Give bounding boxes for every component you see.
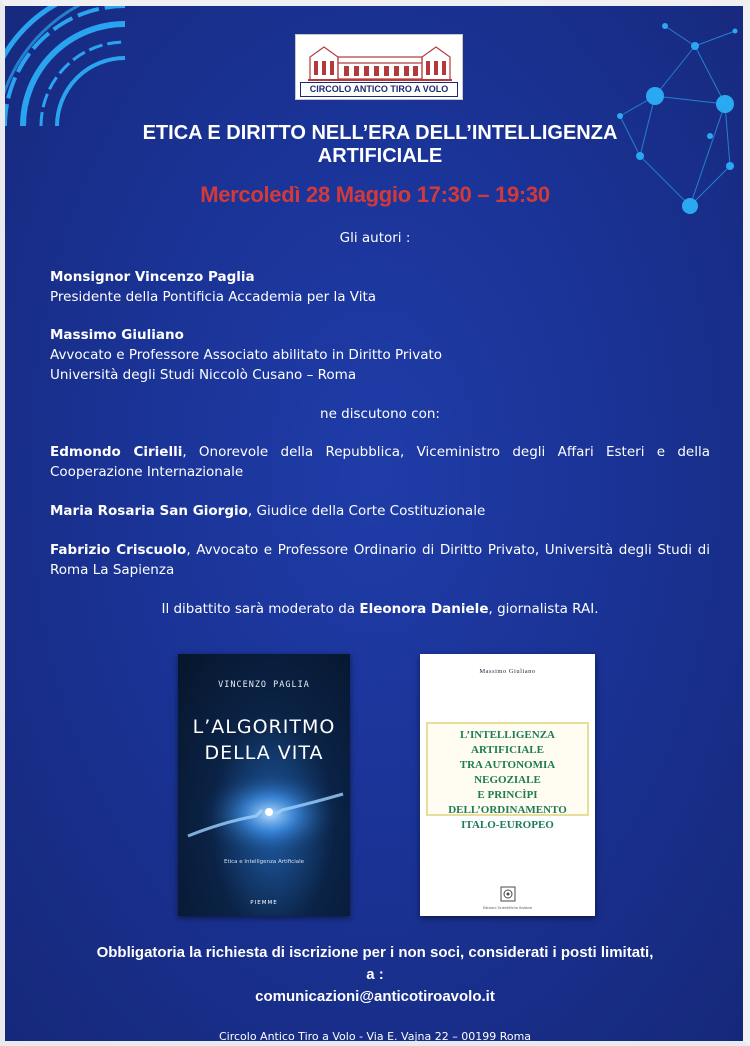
book-title-line2: DELLA VITA (204, 742, 324, 764)
circolo-logo (295, 34, 463, 100)
discussant-name: Edmondo Cirielli (50, 444, 183, 460)
book-title-line1: L’ALGORITMO (192, 716, 336, 738)
book-publisher: Edizioni Scientifiche Italiane (482, 906, 533, 910)
book-title-line: DELL’ORDINAMENTO (448, 804, 567, 816)
book-title-line: L’INTELLIGENZA ARTIFICIALE (460, 729, 555, 756)
authors-heading: Gli autori : (339, 230, 411, 246)
logo-caption: CIRCOLO ANTICO TIRO A VOLO (300, 82, 458, 97)
author-giuliano (50, 325, 710, 385)
address-footer: Circolo Antico Tiro a Volo - Via E. Vajna 22 – 00199 Roma (218, 1030, 532, 1043)
moderator-name: Eleonora Daniele (359, 601, 489, 617)
author-name: Massimo Giuliano (50, 327, 184, 343)
discussant-desc: , Giudice della Corte Costituzionale (247, 503, 486, 519)
discussant-desc: , Avvocato e Professore Ordinario di Diritto Privato, Università degli Studi di Roma La Sapienza (50, 542, 711, 578)
registration-notice (5, 942, 745, 1008)
event-title (105, 122, 655, 168)
discussant-criscuolo (50, 540, 710, 580)
book-cover-giuliano (420, 654, 595, 916)
moderator-line (5, 599, 750, 619)
building-icon (302, 39, 458, 83)
registration-line2: a : (366, 966, 384, 983)
discussants-heading: ne discutono con: (320, 406, 440, 422)
hands-glow-icon (178, 654, 350, 916)
book-title (428, 728, 587, 833)
discussant-name: Maria Rosaria San Giorgio (50, 503, 248, 519)
book-publisher: PIEMME (250, 900, 278, 906)
author-paglia (50, 267, 710, 307)
event-title-line2: ARTIFICIALE (317, 145, 443, 167)
author-role: Avvocato e Professore Associato abilitato in Diritto Privato (50, 347, 443, 363)
author-affiliation: Università degli Studi Niccolò Cusano – Roma (50, 367, 357, 383)
book-title-line: E PRINCÌPI (477, 789, 538, 801)
publisher-emblem-icon (500, 886, 516, 902)
event-title-line1: ETICA E DIRITTO NELL’ERA DELL’INTELLIGENZA (142, 122, 618, 144)
book-title-frame (426, 722, 589, 831)
book-title (178, 714, 350, 766)
author-role: Presidente della Pontificia Accademia per la Vita (50, 289, 377, 305)
book-cover-paglia (178, 654, 350, 916)
moderator-prefix: Il dibattito sarà moderato da (161, 601, 360, 617)
author-name: Monsignor Vincenzo Paglia (50, 269, 255, 285)
book-subtitle: Etica e Intelligenza Artificiale (223, 859, 305, 865)
book-author: VINCENZO PAGLIA (218, 680, 310, 690)
moderator-suffix: , giornalista RAI. (488, 601, 599, 617)
registration-email: comunicazioni@anticotiroavolo.it (255, 988, 495, 1005)
discussant-desc: , Onorevole della Repubblica, Viceministro degli Affari Esteri e della Cooperazione Internazionale (50, 444, 710, 480)
book-title-line: ITALO-EUROPEO (461, 819, 554, 831)
registration-line1: Obbligatoria la richiesta di iscrizione per i non soci, considerati i posti limitati, (96, 944, 654, 961)
discussant-name: Fabrizio Criscuolo (50, 542, 187, 558)
discussant-cirielli (50, 442, 710, 482)
book-title-line: TRA AUTONOMIA NEGOZIALE (459, 759, 556, 786)
book-author: Massimo Giuliano (479, 668, 536, 675)
event-date: Mercoledì 28 Maggio 17:30 – 19:30 (200, 182, 550, 207)
discussant-san-giorgio (50, 501, 710, 521)
